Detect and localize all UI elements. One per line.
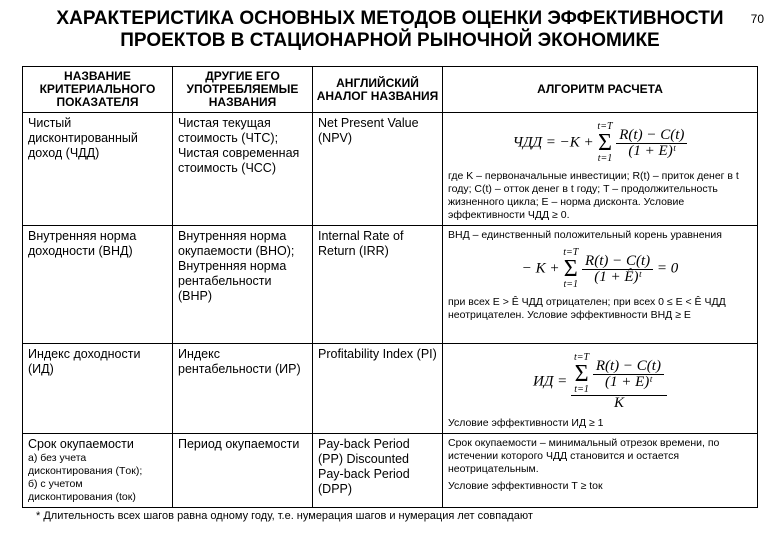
header-name: НАЗВАНИЕ КРИТЕРИАЛЬНОГО ПОКАЗАТЕЛЯ bbox=[23, 67, 173, 113]
table-row bbox=[23, 434, 758, 508]
formula-lhs: ИД = bbox=[533, 373, 568, 390]
algo-text: Срок окупаемости – минимальный отрезок времени, по истечении которого ЧДД становится и остается неотрицательным. bbox=[448, 437, 720, 475]
cell-name: Чистый дисконтированный доход (ЧДД) bbox=[23, 113, 173, 226]
name-main: Срок окупаемости bbox=[28, 437, 134, 451]
header-algorithm: АЛГОРИТМ РАСЧЕТА bbox=[443, 67, 758, 113]
page-title bbox=[0, 8, 780, 52]
inner-fraction bbox=[593, 359, 664, 390]
frac-num: R(t) − C(t) bbox=[616, 128, 687, 144]
cell-english: Profitability Index (PI) bbox=[313, 344, 443, 434]
name-b: б) с учетом дисконтирования (tок) bbox=[28, 478, 136, 503]
cell-other: Период окупаемости bbox=[173, 434, 313, 508]
table-row bbox=[23, 226, 758, 344]
algo-condition: Условие эффективности T ≥ tок bbox=[448, 480, 603, 492]
cell-other: Индекс рентабельности (ИР) bbox=[173, 344, 313, 434]
outer-fraction bbox=[571, 353, 667, 411]
pi-formula bbox=[448, 353, 752, 411]
formula-lhs: − K + bbox=[521, 260, 560, 277]
npv-formula bbox=[448, 122, 752, 164]
sum-symbol: t=T Σ t=1 bbox=[574, 352, 590, 395]
table-row bbox=[23, 344, 758, 434]
sum-top: t=T bbox=[574, 352, 590, 363]
sum-bottom: t=1 bbox=[597, 153, 613, 164]
footnote: * Длительность всех шагов равна одному году, т.е. нумерация шагов и нумерация лет совпадают bbox=[36, 510, 533, 522]
title-line-2: ПРОЕКТОВ В СТАЦИОНАРНОЙ РЫНОЧНОЙ ЭКОНОМИКЕ bbox=[120, 30, 660, 51]
frac-den: (1 + Ê)ᵗ bbox=[594, 268, 641, 285]
sum-symbol: t=T Σ t=1 bbox=[563, 247, 579, 290]
algo-text: при всех E > Ê ЧДД отрицателен; при всех 0 ≤ E < Ê ЧДД неотрицателен. Условие эффективности ВНД ≥ E bbox=[448, 296, 726, 321]
page-number: 70 bbox=[750, 12, 764, 26]
irr-formula bbox=[448, 248, 752, 290]
frac-den: (1 + E)ᵗ bbox=[628, 142, 676, 159]
cell-algorithm bbox=[443, 434, 758, 508]
sum-symbol: t=T Σ t=1 bbox=[597, 121, 613, 164]
header-other: ДРУГИЕ ЕГО УПОТРЕБЛЯЕМЫЕ НАЗВАНИЯ bbox=[173, 67, 313, 113]
header-english: АНГЛИЙСКИЙ АНАЛОГ НАЗВАНИЯ bbox=[313, 67, 443, 113]
formula-rhs: = 0 bbox=[656, 260, 679, 277]
inner-num: R(t) − C(t) bbox=[593, 359, 664, 375]
title-line-1: ХАРАКТЕРИСТИКА ОСНОВНЫХ МЕТОДОВ ОЦЕНКИ ЭФФЕКТИВНОСТИ bbox=[56, 8, 724, 29]
cell-english: Pay-back Period (PP) Discounted Pay-back Period (DPP) bbox=[313, 434, 443, 508]
inner-den: (1 + E)ᵗ bbox=[605, 373, 652, 390]
sum-top: t=T bbox=[597, 121, 613, 132]
algo-text: где K – первоначальные инвестиции; R(t) – приток денег в t году; C(t) – отток денег в t году; T – продолжительность жизненного цикла; E – норма дисконта. Условие эффективности ЧДД ≥ 0. bbox=[448, 170, 739, 221]
cell-other: Чистая текущая стоимость (ЧТС); Чистая современная стоимость (ЧСС) bbox=[173, 113, 313, 226]
cell-algorithm bbox=[443, 113, 758, 226]
sum-bottom: t=1 bbox=[574, 384, 589, 395]
cell-algorithm bbox=[443, 226, 758, 344]
cell-english: Net Present Value (NPV) bbox=[313, 113, 443, 226]
algo-top-text: ВНД – единственный положительный корень уравнения bbox=[448, 229, 722, 241]
table-header-row bbox=[23, 67, 758, 113]
cell-name: Индекс доходности (ИД) bbox=[23, 344, 173, 434]
cell-name bbox=[23, 434, 173, 508]
table-row bbox=[23, 113, 758, 226]
outer-den: K bbox=[613, 395, 624, 411]
cell-other: Внутренняя норма окупаемости (ВНО); Внутренняя норма рентабельности (ВНР) bbox=[173, 226, 313, 344]
outer-num bbox=[571, 353, 667, 396]
cell-english: Internal Rate of Return (IRR) bbox=[313, 226, 443, 344]
fraction bbox=[582, 254, 653, 285]
cell-name: Внутренняя норма доходности (ВНД) bbox=[23, 226, 173, 344]
sum-top: t=T bbox=[563, 247, 579, 258]
fraction bbox=[616, 128, 687, 159]
frac-num: R(t) − C(t) bbox=[582, 254, 653, 270]
formula-lhs: ЧДД = −K + bbox=[512, 134, 594, 151]
cell-algorithm bbox=[443, 344, 758, 434]
algo-text: Условие эффективности ИД ≥ 1 bbox=[448, 417, 604, 429]
methods-table bbox=[22, 66, 758, 508]
sum-bottom: t=1 bbox=[563, 279, 579, 290]
name-a: а) без учета дисконтирования (Tок); bbox=[28, 452, 143, 477]
